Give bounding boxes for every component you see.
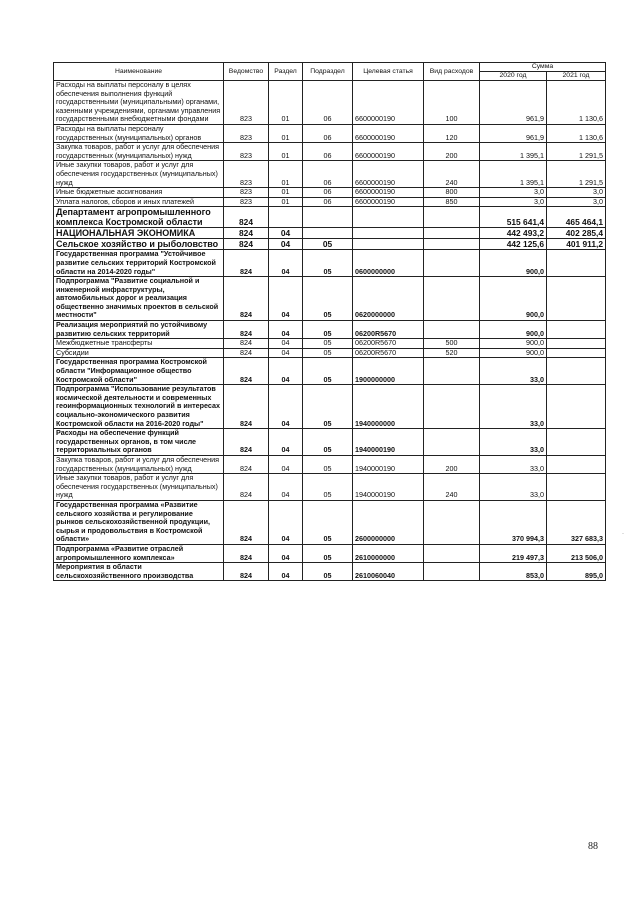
row-name: Подпрограмма "Использование результатов космической деятельности и современных геоинформационных технологий в интересах социально-экономического развития Костромской области на 2016-2020 годы": [54, 385, 224, 429]
row-target: 06200R5670: [353, 339, 424, 349]
table-row: [54, 277, 606, 321]
row-subsection: [303, 228, 353, 239]
row-target: 1940000000: [353, 385, 424, 429]
row-name: Государственная программа «Развитие сельского хозяйства и регулирование рынков сельскохозяйственной продукции, сырья и продовольствия в Костромской области»: [54, 500, 224, 544]
row-expense-type: 240: [424, 474, 480, 501]
row-dept: 823: [224, 81, 269, 125]
row-name: Иные бюджетные ассигнования: [54, 188, 224, 198]
row-expense-type: 500: [424, 339, 480, 349]
row-section: 04: [269, 228, 303, 239]
row-dept: 824: [224, 250, 269, 277]
row-target: 6600000190: [353, 143, 424, 161]
row-target: 06200R5670: [353, 348, 424, 358]
table-row: [54, 161, 606, 188]
row-dept: 824: [224, 277, 269, 321]
row-expense-type: 800: [424, 188, 480, 198]
row-subsection: 05: [303, 321, 353, 339]
row-target: 06200R5670: [353, 321, 424, 339]
row-expense-type: [424, 563, 480, 581]
row-subsection: 05: [303, 429, 353, 456]
row-subsection: 05: [303, 474, 353, 501]
table-row: [54, 143, 606, 161]
row-section: 04: [269, 429, 303, 456]
table-row: [54, 455, 606, 473]
row-sum-2020: 33,0: [480, 455, 547, 473]
row-section: 04: [269, 239, 303, 250]
row-sum-2020: 370 994,3: [480, 500, 547, 544]
row-subsection: 06: [303, 81, 353, 125]
row-dept: 823: [224, 161, 269, 188]
row-dept: 824: [224, 358, 269, 385]
row-dept: 823: [224, 197, 269, 207]
row-sum-2020: 219 497,3: [480, 544, 547, 562]
row-section: 04: [269, 250, 303, 277]
row-subsection: [303, 207, 353, 228]
row-expense-type: [424, 358, 480, 385]
table-row: [54, 358, 606, 385]
table-row: [54, 563, 606, 581]
row-subsection: 05: [303, 563, 353, 581]
row-name: Подпрограмма "Развитие социальной и инженерной инфраструктуры, автомобильных дорог и реализация общественно значимых проектов в сельской местности": [54, 277, 224, 321]
row-sum-2021: [547, 455, 606, 473]
row-target: 1940000190: [353, 474, 424, 501]
row-name: Департамент агропромышленного комплекса Костромской области: [54, 207, 224, 228]
row-target: 0620000000: [353, 277, 424, 321]
row-sum-2021: 1 130,6: [547, 124, 606, 142]
row-section: 04: [269, 500, 303, 544]
row-dept: 824: [224, 563, 269, 581]
row-name: НАЦИОНАЛЬНАЯ ЭКОНОМИКА: [54, 228, 224, 239]
row-subsection: 06: [303, 143, 353, 161]
header-sum: Сумма: [480, 63, 606, 72]
table-row: [54, 250, 606, 277]
row-dept: 824: [224, 474, 269, 501]
row-subsection: 05: [303, 500, 353, 544]
row-dept: 823: [224, 188, 269, 198]
table-row: [54, 474, 606, 501]
row-target: 1940000190: [353, 429, 424, 456]
row-section: 04: [269, 339, 303, 349]
row-name: Государственная программа "Устойчивое развитие сельских территорий Костромской области на 2014-2020 годы": [54, 250, 224, 277]
row-name: Расходы на выплаты персоналу в целях обеспечения выполнения функций государственными (муниципальными) органами, казенными учреждениями, органами управления государственными внебюджетными фондами: [54, 81, 224, 125]
row-sum-2020: 1 395,1: [480, 143, 547, 161]
table-row: [54, 544, 606, 562]
row-dept: 823: [224, 124, 269, 142]
row-subsection: 06: [303, 124, 353, 142]
table-row: [54, 429, 606, 456]
row-subsection: 05: [303, 348, 353, 358]
row-name: Государственная программа Костромской области "Информационное общество Костромской области": [54, 358, 224, 385]
table-row: [54, 348, 606, 358]
row-section: 04: [269, 348, 303, 358]
row-sum-2020: 442 125,6: [480, 239, 547, 250]
row-target: 1900000000: [353, 358, 424, 385]
row-sum-2021: 1 291,5: [547, 161, 606, 188]
row-sum-2021: 3,0: [547, 197, 606, 207]
row-sum-2021: [547, 358, 606, 385]
row-target: 6600000190: [353, 188, 424, 198]
row-target: 6600000190: [353, 124, 424, 142]
row-expense-type: 120: [424, 124, 480, 142]
row-expense-type: [424, 228, 480, 239]
row-target: 2610000000: [353, 544, 424, 562]
row-dept: 824: [224, 455, 269, 473]
row-sum-2020: 900,0: [480, 250, 547, 277]
row-subsection: 05: [303, 339, 353, 349]
row-subsection: 05: [303, 239, 353, 250]
row-section: 01: [269, 81, 303, 125]
row-sum-2020: 515 641,4: [480, 207, 547, 228]
row-subsection: 06: [303, 161, 353, 188]
row-subsection: 05: [303, 277, 353, 321]
row-expense-type: [424, 277, 480, 321]
row-section: 01: [269, 124, 303, 142]
budget-table: [53, 62, 606, 581]
row-section: 01: [269, 197, 303, 207]
row-expense-type: [424, 239, 480, 250]
row-sum-2021: [547, 321, 606, 339]
row-section: 04: [269, 563, 303, 581]
row-name: Субсидии: [54, 348, 224, 358]
row-sum-2020: 900,0: [480, 321, 547, 339]
row-subsection: 05: [303, 385, 353, 429]
row-dept: 824: [224, 321, 269, 339]
scan-artifact: ·: [622, 531, 624, 537]
row-name: Закупка товаров, работ и услуг для обеспечения государственных (муниципальных) нужд: [54, 455, 224, 473]
table-row: [54, 239, 606, 250]
row-dept: 824: [224, 544, 269, 562]
row-dept: 824: [224, 500, 269, 544]
row-target: [353, 239, 424, 250]
row-expense-type: 850: [424, 197, 480, 207]
header-target: Целевая статья: [353, 63, 424, 81]
table-body: [54, 81, 606, 581]
row-name: Расходы на выплаты персоналу государственных (муниципальных) органов: [54, 124, 224, 142]
row-target: 6600000190: [353, 197, 424, 207]
table-row: [54, 188, 606, 198]
row-section: 04: [269, 385, 303, 429]
row-sum-2020: 3,0: [480, 197, 547, 207]
row-sum-2021: 402 285,4: [547, 228, 606, 239]
row-sum-2021: 3,0: [547, 188, 606, 198]
row-dept: 824: [224, 228, 269, 239]
row-expense-type: 240: [424, 161, 480, 188]
row-subsection: 05: [303, 358, 353, 385]
row-expense-type: [424, 321, 480, 339]
header-year-2021: 2021 год: [547, 72, 606, 81]
table-row: [54, 500, 606, 544]
table-row: [54, 321, 606, 339]
row-subsection: 05: [303, 250, 353, 277]
row-sum-2021: [547, 385, 606, 429]
row-sum-2021: [547, 277, 606, 321]
row-expense-type: [424, 207, 480, 228]
row-sum-2020: 33,0: [480, 385, 547, 429]
row-name: Подпрограмма «Развитие отраслей агропромышленного комплекса»: [54, 544, 224, 562]
table-row: [54, 228, 606, 239]
row-expense-type: [424, 250, 480, 277]
row-target: [353, 207, 424, 228]
row-sum-2021: 1 130,6: [547, 81, 606, 125]
row-subsection: 05: [303, 544, 353, 562]
row-dept: 824: [224, 207, 269, 228]
row-expense-type: 200: [424, 143, 480, 161]
row-sum-2021: 213 506,0: [547, 544, 606, 562]
row-sum-2020: 961,9: [480, 81, 547, 125]
header-subsection: Подраздел: [303, 63, 353, 81]
row-sum-2021: [547, 474, 606, 501]
row-section: 04: [269, 321, 303, 339]
table-row: [54, 81, 606, 125]
row-sum-2021: [547, 348, 606, 358]
row-dept: 824: [224, 429, 269, 456]
row-section: 04: [269, 358, 303, 385]
row-name: Расходы на обеспечение функций государственных органов, в том числе территориальных органов: [54, 429, 224, 456]
row-dept: 824: [224, 348, 269, 358]
row-expense-type: 100: [424, 81, 480, 125]
header-name: Наименование: [54, 63, 224, 81]
table-row: [54, 124, 606, 142]
table-row: [54, 197, 606, 207]
row-subsection: 05: [303, 455, 353, 473]
row-expense-type: 200: [424, 455, 480, 473]
row-target: 6600000190: [353, 161, 424, 188]
table-row: [54, 207, 606, 228]
row-sum-2020: 442 493,2: [480, 228, 547, 239]
row-target: [353, 228, 424, 239]
header-year-2020: 2020 год: [480, 72, 547, 81]
row-section: 04: [269, 544, 303, 562]
row-sum-2021: [547, 429, 606, 456]
row-sum-2021: [547, 250, 606, 277]
row-sum-2021: [547, 339, 606, 349]
row-sum-2021: 401 911,2: [547, 239, 606, 250]
row-dept: 824: [224, 239, 269, 250]
row-sum-2020: 853,0: [480, 563, 547, 581]
row-sum-2020: 3,0: [480, 188, 547, 198]
row-name: Сельское хозяйство и рыболовство: [54, 239, 224, 250]
row-sum-2021: 327 683,3: [547, 500, 606, 544]
table-header: [54, 63, 606, 81]
row-section: 01: [269, 143, 303, 161]
row-subsection: 06: [303, 197, 353, 207]
row-target: 0600000000: [353, 250, 424, 277]
row-sum-2020: 900,0: [480, 277, 547, 321]
page-number: 88: [588, 841, 598, 852]
row-target: 2610060040: [353, 563, 424, 581]
row-section: 04: [269, 455, 303, 473]
row-name: Иные закупки товаров, работ и услуг для обеспечения государственных (муниципальных) нужд: [54, 474, 224, 501]
row-expense-type: [424, 500, 480, 544]
row-target: 6600000190: [353, 81, 424, 125]
row-sum-2020: 900,0: [480, 348, 547, 358]
row-dept: 824: [224, 339, 269, 349]
row-subsection: 06: [303, 188, 353, 198]
row-name: Реализация мероприятий по устойчивому развитию сельских территорий: [54, 321, 224, 339]
row-expense-type: [424, 544, 480, 562]
row-sum-2021: 1 291,5: [547, 143, 606, 161]
row-target: 1940000190: [353, 455, 424, 473]
row-sum-2021: 465 464,1: [547, 207, 606, 228]
row-section: 04: [269, 277, 303, 321]
row-expense-type: 520: [424, 348, 480, 358]
row-sum-2020: 33,0: [480, 358, 547, 385]
row-expense-type: [424, 429, 480, 456]
header-dept: Ведомство: [224, 63, 269, 81]
row-name: Иные закупки товаров, работ и услуг для обеспечения государственных (муниципальных) нужд: [54, 161, 224, 188]
row-name: Мероприятия в области сельскохозяйственного производства: [54, 563, 224, 581]
table-row: [54, 339, 606, 349]
row-sum-2021: 895,0: [547, 563, 606, 581]
table-row: [54, 385, 606, 429]
row-sum-2020: 961,9: [480, 124, 547, 142]
row-sum-2020: 33,0: [480, 474, 547, 501]
row-sum-2020: 900,0: [480, 339, 547, 349]
row-section: 01: [269, 161, 303, 188]
row-section: [269, 207, 303, 228]
row-name: Закупка товаров, работ и услуг для обеспечения государственных (муниципальных) нужд: [54, 143, 224, 161]
row-dept: 823: [224, 143, 269, 161]
header-expense-type: Вид расходов: [424, 63, 480, 81]
row-expense-type: [424, 385, 480, 429]
header-section: Раздел: [269, 63, 303, 81]
row-section: 01: [269, 188, 303, 198]
row-sum-2020: 33,0: [480, 429, 547, 456]
row-section: 04: [269, 474, 303, 501]
row-name: Межбюджетные трансферты: [54, 339, 224, 349]
row-name: Уплата налогов, сборов и иных платежей: [54, 197, 224, 207]
row-sum-2020: 1 395,1: [480, 161, 547, 188]
row-dept: 824: [224, 385, 269, 429]
row-target: 2600000000: [353, 500, 424, 544]
